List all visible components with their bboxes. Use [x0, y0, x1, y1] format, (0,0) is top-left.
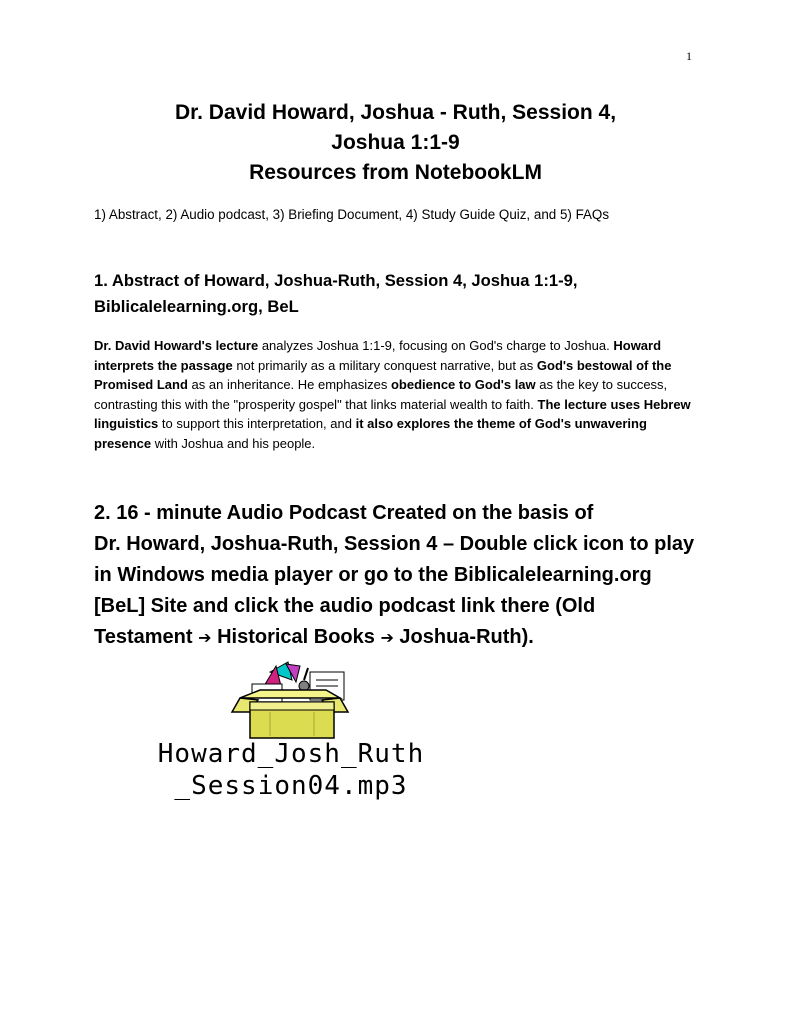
podcast-heading-line-3: in Windows media player or go to the Biblicalelearning.org	[94, 564, 652, 586]
podcast-heading-line-1: 2. 16 - minute Audio Podcast Created on the basis of	[94, 502, 594, 524]
title-line-3: Resources from NotebookLM	[249, 161, 542, 184]
podcast-heading-line-5	[94, 622, 734, 654]
arrow-right-icon: ➔	[198, 630, 212, 647]
abstract-bold-6: it also explores the theme of God's unwavering presence	[94, 416, 647, 451]
abstract-bold-4: obedience to God's law	[390, 377, 536, 393]
abstract-heading-line-2: Biblicalelearning.org, BeL	[94, 297, 299, 316]
abstract-heading	[94, 268, 714, 320]
abstract-bold-3: God's bestowal of the Promised Land	[94, 357, 672, 393]
podcast-heading-line-2: Dr. Howard, Joshua-Ruth, Session 4 – Double click icon to play	[94, 533, 695, 555]
podcast-heading-line-4: [BeL] Site and click the audio podcast link there (Old	[94, 595, 596, 617]
contents-list: 1) Abstract, 2) Audio podcast, 3) Briefing Document, 4) Study Guide Quiz, and 5) FAQs	[94, 207, 610, 222]
document-title	[0, 98, 791, 188]
abstract-bold-2: Howard interprets the passage	[94, 338, 662, 373]
page-number: 1	[686, 49, 692, 63]
abstract-bold-1: Dr. David Howard's lecture	[94, 338, 259, 353]
abstract-text-6: with Joshua and his people.	[151, 435, 316, 451]
abstract-text-3: as an inheritance. He emphasizes	[187, 377, 391, 393]
abstract-text-1: analyzes Joshua 1:1-9, focusing on God's charge to Joshua.	[258, 338, 614, 353]
abstract-text-5: to support this interpretation, and	[158, 416, 356, 432]
title-line-2: Joshua 1:1-9	[331, 131, 460, 154]
abstract-text-4: as the key to success, contrasting this with the "prosperity gospel" that links material wealth to faith.	[94, 377, 668, 412]
filename-line-1: Howard_Josh_Ruth	[157, 739, 425, 769]
breadcrumb-historical-books: Historical Books	[211, 626, 381, 648]
attachment-filename[interactable]	[96, 738, 486, 802]
abstract-bold-5: The lecture uses Hebrew linguistics	[94, 396, 691, 432]
breadcrumb-joshua-ruth: Joshua-Ruth).	[393, 626, 534, 648]
podcast-heading	[94, 498, 734, 654]
package-icon[interactable]	[230, 660, 350, 740]
abstract-heading-line-1: 1. Abstract of Howard, Joshua-Ruth, Session 4, Joshua 1:1-9,	[94, 271, 578, 290]
arrow-right-icon: ➔	[380, 630, 394, 647]
filename-line-2: _Session04.mp3	[174, 771, 408, 801]
breadcrumb-old-testament: Testament	[94, 626, 199, 648]
title-line-1: Dr. David Howard, Joshua - Ruth, Session 4,	[174, 101, 617, 124]
abstract-paragraph	[94, 336, 694, 454]
abstract-text-2: not primarily as a military conquest narrative, but as	[232, 357, 537, 373]
